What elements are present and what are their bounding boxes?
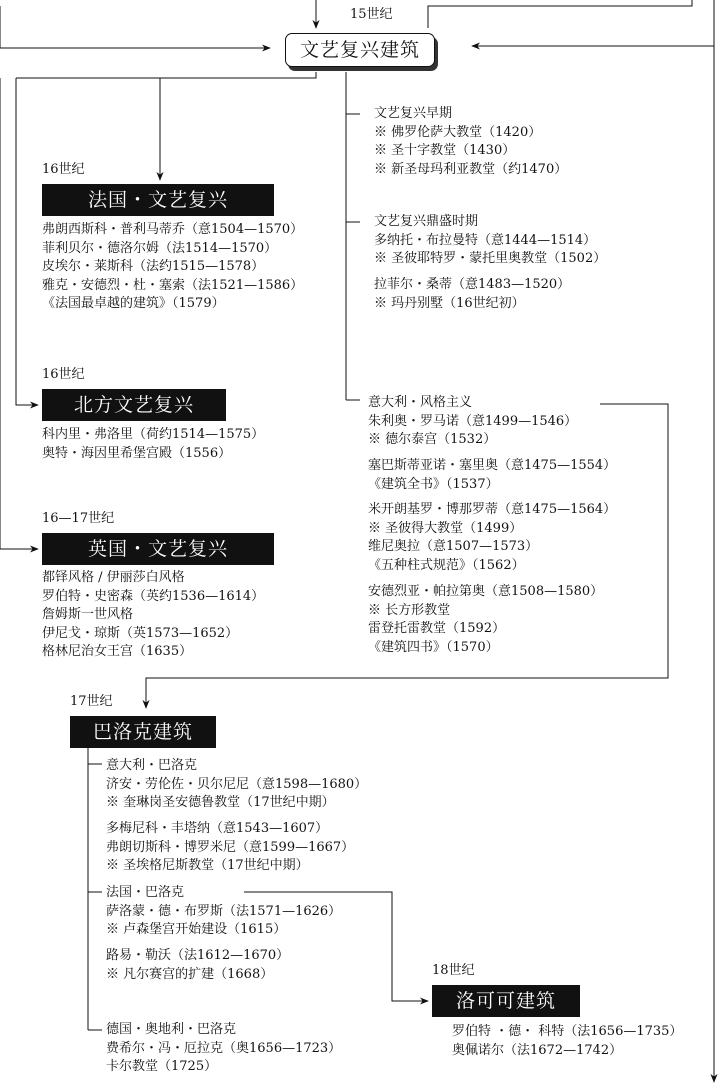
architect-item: 萨洛蒙・德・布罗斯（法1571—1626） <box>106 903 342 919</box>
building-item: ※ 凡尔赛宫的扩建（1668） <box>106 966 274 982</box>
mannerism-block-2 <box>368 457 616 494</box>
building-item: ※ 玛丹别墅（16世纪初） <box>374 295 525 311</box>
architect-item: 伊尼戈・琼斯（英1573—1652） <box>42 625 239 641</box>
england-block <box>42 569 264 662</box>
book-item: 《法国最卓越的建筑》（1579） <box>42 296 225 311</box>
architect-item: 多梅尼科・丰塔纳（意1543—1607） <box>106 821 329 836</box>
architect-item: 科内里・弗洛里（荷约1514—1575） <box>42 427 265 442</box>
building-item: ※ 德尔泰宫（1532） <box>368 432 497 447</box>
renaissance-title: 文艺复兴建筑 <box>285 33 435 67</box>
period-heading: 德国・奥地利・巴洛克 <box>106 1022 237 1037</box>
mannerism-block-3 <box>368 501 616 575</box>
building-item: 雷登托雷教堂（1592） <box>368 621 506 636</box>
book-item: 《建筑四书》（1570） <box>368 639 499 655</box>
baroque-germany-block <box>106 1021 341 1077</box>
france-century: 16世纪 <box>42 162 85 177</box>
architect-item: 拉菲尔・桑蒂（意1483—1520） <box>374 277 571 292</box>
italy-high-block <box>374 213 606 269</box>
architect-item: 米开朗基罗・博那罗蒂（意1475—1564） <box>368 502 617 517</box>
building-item: ※ 圣彼耶特罗・蒙托里奥教堂（1502） <box>374 251 607 266</box>
italy-early-block <box>374 105 567 179</box>
building-item: 卡尔教堂（1725） <box>106 1059 218 1074</box>
architect-item: 皮埃尔・莱斯科（法约1515—1578） <box>42 259 265 274</box>
architect-item: 奥佩诺尔（法1672—1742） <box>452 1042 623 1058</box>
architect-item: 路易・勒沃（法1612—1670） <box>106 948 290 963</box>
architect-item: 弗朗西斯科・普利马蒂乔（意1504—1570） <box>42 222 304 237</box>
architect-item: 安德烈亚・帕拉第奥（意1508—1580） <box>368 584 604 599</box>
architect-item: 雅克・安德烈・杜・塞索（法1521—1586） <box>42 277 304 293</box>
italy-high-block-2 <box>374 276 570 313</box>
period-heading: 法国・巴洛克 <box>106 885 185 900</box>
architect-item: 塞巴斯蒂亚诺・塞里奥（意1475—1554） <box>368 458 617 473</box>
architect-item: 菲利贝尔・德洛尔姆（法1514—1570） <box>42 240 278 256</box>
mannerism-block <box>368 394 577 450</box>
architect-item: 弗朗切斯科・博罗米尼（意1599—1667） <box>106 839 355 855</box>
rococo-block <box>452 1023 682 1060</box>
architect-item: 多纳托・布拉曼特（意1444—1514） <box>374 232 597 248</box>
period-heading: 意大利・巴洛克 <box>106 758 198 773</box>
architect-item: 罗伯特 ・德・ 科特（法1656—1735） <box>452 1024 683 1039</box>
building-item: ※ 圣埃格尼斯教堂（17世纪中期） <box>106 858 309 873</box>
building-item: 奥特・海因里希堡宫殿（1556） <box>42 445 232 461</box>
building-item: 格林尼治女王宫（1635） <box>42 644 193 659</box>
north-century: 16世纪 <box>42 367 85 382</box>
building-item: ※ 圣彼得大教堂（1499） <box>368 520 523 536</box>
baroque-italy-block-2 <box>106 820 354 876</box>
france-block <box>42 221 303 314</box>
building-item: ※ 奎琳岗圣安德鲁教堂（17世纪中期） <box>106 795 335 810</box>
architect-item: 罗伯特・史密森（英约1536—1614） <box>42 588 265 604</box>
century-label: 15世纪 <box>350 7 393 22</box>
architect-item: 朱利奥・罗马诺（意1499—1546） <box>368 413 578 429</box>
book-item: 《五种柱式规范》（1562） <box>368 557 525 573</box>
baroque-century: 17世纪 <box>70 694 113 709</box>
baroque-italy-block <box>106 757 367 813</box>
mannerism-block-4 <box>368 583 603 657</box>
architect-item: 济安・劳伦佐・贝尔尼尼（意1598—1680） <box>106 776 368 792</box>
period-heading: 文艺复兴鼎盛时期 <box>374 214 479 229</box>
book-item: 《建筑全书》（1537） <box>368 476 499 492</box>
england-title: 英国・文艺复兴 <box>42 533 274 565</box>
architect-item: 维尼奥拉（意1507—1573） <box>368 539 539 554</box>
building-item: ※ 佛罗伦萨大教堂（1420） <box>374 124 542 140</box>
north-title: 北方文艺复兴 <box>42 389 226 421</box>
building-item: ※ 卢森堡宫开始建设（1615） <box>106 922 287 937</box>
building-item: ※ 圣十字教堂（1430） <box>374 143 516 158</box>
building-item: ※ 新圣母玛利亚教堂（约1470） <box>374 161 568 177</box>
france-title: 法国・文艺复兴 <box>42 184 274 216</box>
baroque-france-block <box>106 884 341 940</box>
rococo-century: 18世纪 <box>432 963 475 978</box>
style-item: 都铎风格 / 伊丽莎白风格 <box>42 570 185 585</box>
north-block <box>42 426 264 463</box>
baroque-title: 巴洛克建筑 <box>70 716 216 748</box>
period-heading: 文艺复兴早期 <box>374 106 453 121</box>
rococo-title: 洛可可建筑 <box>432 985 580 1017</box>
baroque-france-block-2 <box>106 947 289 984</box>
style-item: 詹姆斯一世风格 <box>42 607 134 622</box>
england-century: 16—17世纪 <box>42 511 115 526</box>
building-item: ※ 长方形教堂 <box>368 602 451 618</box>
architect-item: 费希尔・冯・厄拉克（奥1656—1723） <box>106 1040 342 1056</box>
period-heading: 意大利・风格主义 <box>368 395 473 410</box>
